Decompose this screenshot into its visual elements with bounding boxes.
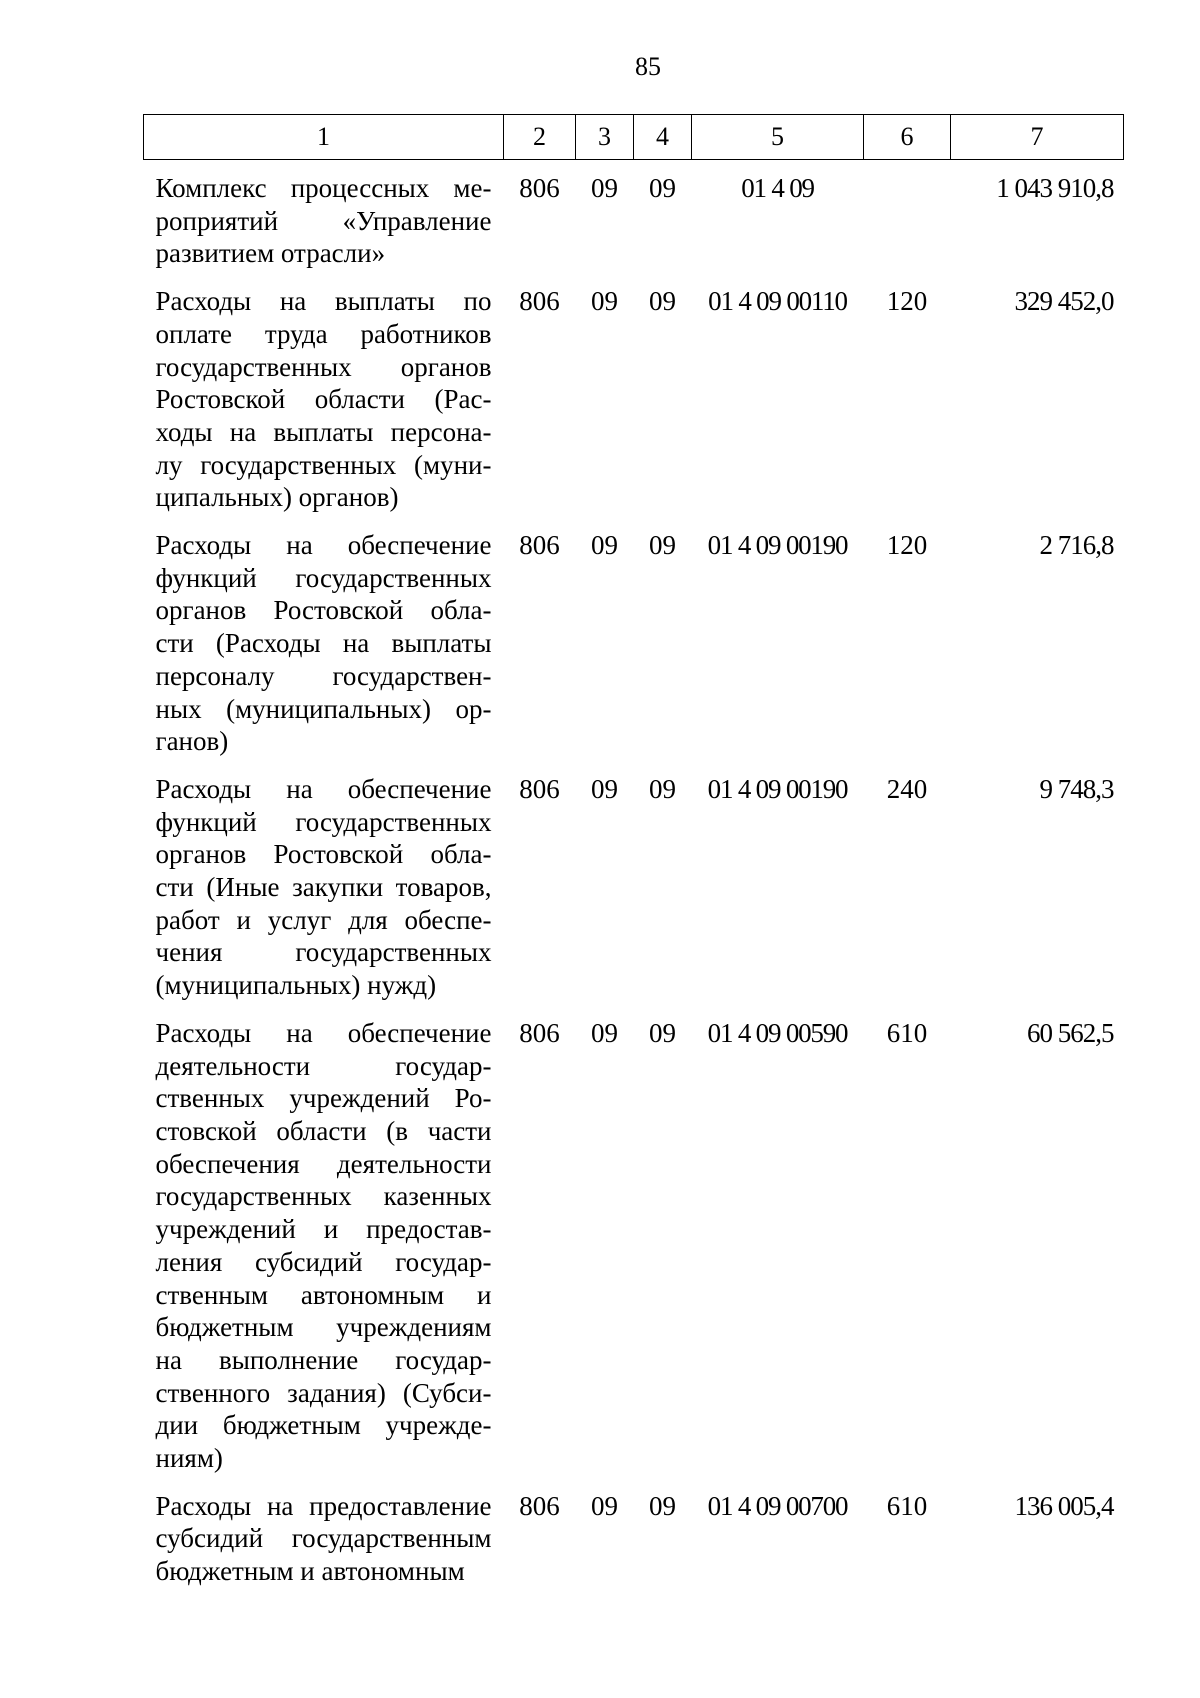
row-subsection: 09 — [649, 530, 676, 561]
row-name-line: ственным автономным и — [155, 1279, 492, 1310]
page-number: 85 — [635, 52, 661, 81]
row-name-line: сти (Иные закупки товаров, — [155, 872, 492, 903]
row-name-line: лу государственных (муни- — [155, 449, 492, 480]
row-name-line: бюджетным учреждениям — [155, 1312, 492, 1343]
table-row — [144, 273, 1124, 517]
row-name-line: ственных учреждений Ро- — [155, 1083, 492, 1114]
row-expense-type: 240 — [886, 773, 928, 804]
row-amount: 1 043 910,8 — [996, 173, 1114, 203]
row-name-line: функций государственных — [155, 562, 492, 593]
row-name-line: Расходы на предоставление — [155, 1490, 492, 1521]
row-admin-code: 806 — [519, 530, 560, 561]
row-name-line: ниям) — [155, 1443, 223, 1474]
row-target-code: 01 4 09 00110 — [708, 286, 847, 317]
row-expense-type — [864, 160, 951, 274]
row-subsection: 09 — [649, 173, 676, 203]
table-header — [144, 115, 1124, 160]
row-admin-code: 806 — [519, 1490, 560, 1521]
row-name-line: ления субсидий государ- — [155, 1246, 492, 1277]
row-name-cell — [144, 1005, 504, 1478]
row-admin-code: 806 — [519, 173, 560, 203]
table-body — [144, 160, 1124, 1591]
row-name-line: стовской области (в части — [155, 1115, 492, 1146]
row-expense-type: 120 — [886, 286, 928, 317]
row-name-line: ципальных) органов) — [155, 482, 399, 513]
row-name-cell — [144, 517, 504, 761]
row-name-line: ходы на выплаты персона- — [155, 416, 492, 447]
row-name-cell — [144, 761, 504, 1005]
row-subsection: 09 — [649, 1017, 676, 1048]
row-subsection: 09 — [649, 1490, 676, 1521]
row-name-line: чения государственных — [155, 937, 492, 968]
row-subsection: 09 — [649, 773, 676, 804]
row-name-line: государственных органов — [155, 351, 492, 382]
budget-table — [143, 114, 1124, 1591]
table-row — [144, 1005, 1124, 1478]
row-name-line: Ростовской области (Рас- — [155, 384, 492, 415]
row-name-line: Расходы на обеспечение — [155, 773, 492, 804]
row-name-line: ных (муниципальных) ор- — [155, 693, 492, 724]
row-name-line: деятельности государ- — [155, 1050, 492, 1081]
row-section: 09 — [591, 1017, 618, 1048]
row-name-cell — [144, 160, 504, 274]
row-amount: 60 562,5 — [1027, 1017, 1114, 1048]
row-name-cell — [144, 1478, 504, 1591]
row-name-line: функций государственных — [155, 806, 492, 837]
row-section: 09 — [591, 530, 618, 561]
row-name-line: органов Ростовской обла- — [155, 839, 492, 870]
row-name-line: Расходы на выплаты по — [155, 286, 492, 317]
row-section: 09 — [591, 173, 618, 203]
row-name-line: органов Ростовской обла- — [155, 595, 492, 626]
row-name-line: государственных казенных — [155, 1181, 492, 1212]
row-name-line: на выполнение государ- — [155, 1344, 492, 1375]
table-row — [144, 761, 1124, 1005]
row-admin-code: 806 — [519, 773, 560, 804]
row-name-line: учреждений и предостав- — [155, 1214, 492, 1245]
row-name-line: персоналу государствен- — [155, 660, 492, 691]
row-amount: 2 716,8 — [1039, 530, 1114, 561]
header-row — [144, 115, 1124, 160]
row-name-line: сти (Расходы на выплаты — [155, 628, 492, 659]
row-name-line: бюджетным и автономным — [155, 1556, 465, 1587]
header-col-1: 1 — [144, 115, 504, 160]
row-name-line: Комплекс процессных ме- — [155, 173, 492, 203]
row-name-line: Расходы на обеспечение — [155, 530, 492, 561]
row-admin-code: 806 — [519, 286, 560, 317]
row-name-line: дии бюджетным учрежде- — [155, 1410, 492, 1441]
row-name-line: ганов) — [155, 726, 229, 757]
row-expense-type: 610 — [886, 1490, 928, 1521]
row-name-line: (муниципальных) нужд) — [155, 970, 437, 1001]
row-amount: 136 005,4 — [1014, 1490, 1114, 1521]
row-target-code: 01 4 09 00190 — [707, 773, 848, 804]
row-amount: 329 452,0 — [1014, 286, 1114, 317]
row-target-code: 01 4 09 00190 — [707, 530, 848, 561]
row-target-code: 01 4 09 00700 — [707, 1490, 848, 1521]
row-name-line: развитием отрасли» — [155, 238, 386, 269]
row-name-line: работ и услуг для обеспе- — [155, 904, 492, 935]
row-target-code: 01 4 09 00590 — [707, 1017, 848, 1048]
table-row — [144, 517, 1124, 761]
row-section: 09 — [591, 286, 618, 317]
row-name-line: роприятий «Управление — [155, 205, 492, 236]
row-name-line: оплате труда работников — [155, 318, 492, 349]
row-target-code: 01 4 09 — [741, 173, 814, 203]
header-col-2: 2 — [504, 115, 576, 160]
row-expense-type: 610 — [886, 1017, 928, 1048]
header-col-3: 3 — [576, 115, 634, 160]
row-name-line: обеспечения деятельности — [155, 1148, 492, 1179]
header-col-5: 5 — [692, 115, 864, 160]
table-row — [144, 1478, 1124, 1591]
row-name-cell — [144, 273, 504, 517]
row-subsection: 09 — [649, 286, 676, 317]
row-section: 09 — [591, 773, 618, 804]
row-name-line: субсидий государственным — [155, 1523, 492, 1554]
row-section: 09 — [591, 1490, 618, 1521]
table-row — [144, 160, 1124, 274]
header-col-4: 4 — [634, 115, 692, 160]
row-name-line: ственного задания) (Субси- — [155, 1377, 492, 1408]
header-col-7: 7 — [951, 115, 1124, 160]
row-amount: 9 748,3 — [1039, 773, 1114, 804]
row-admin-code: 806 — [519, 1017, 560, 1048]
row-expense-type: 120 — [886, 530, 928, 561]
row-name-line: Расходы на обеспечение — [155, 1017, 492, 1048]
header-col-6: 6 — [864, 115, 951, 160]
